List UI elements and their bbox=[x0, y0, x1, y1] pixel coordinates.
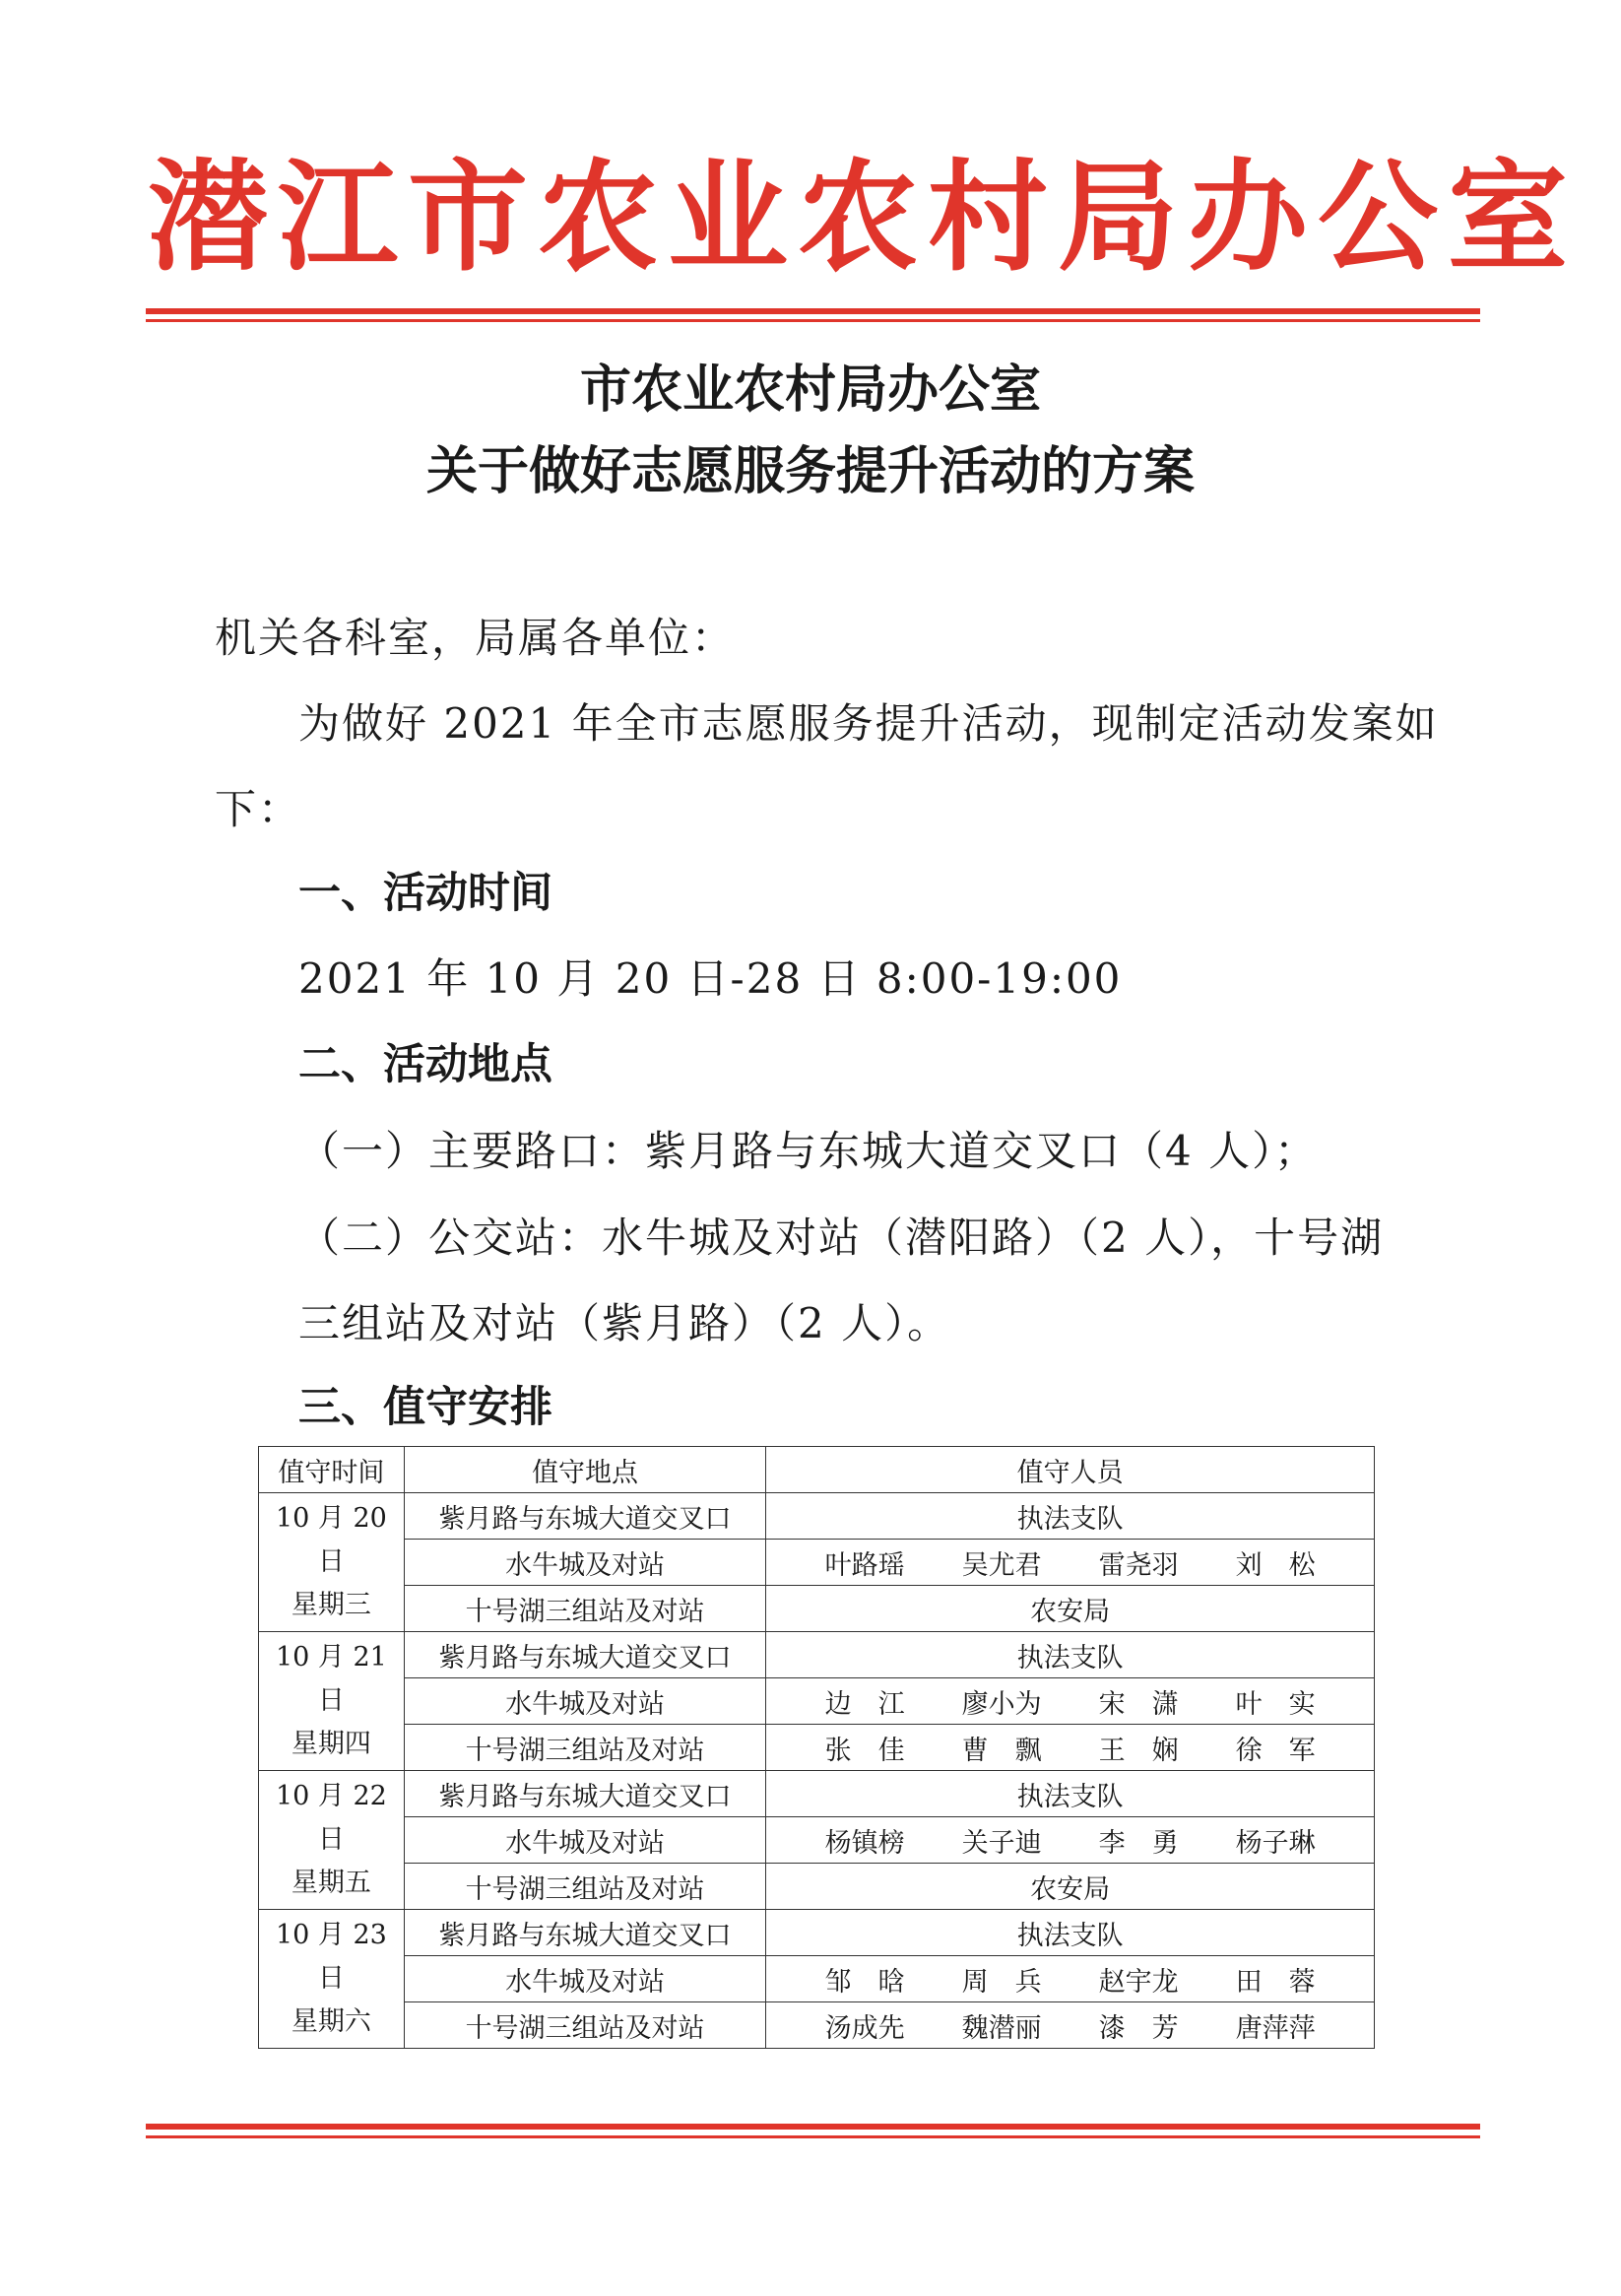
duty-staff bbox=[766, 1632, 1375, 1678]
duty-staff bbox=[766, 2002, 1375, 2049]
header-staff: 值守人员 bbox=[766, 1447, 1375, 1493]
staff-name: 赵宇龙 bbox=[1098, 1966, 1179, 1998]
duty-place: 紫月路与东城大道交叉口 bbox=[404, 1771, 765, 1817]
duty-date: 10 月 23 日 bbox=[275, 1920, 387, 1994]
duty-place: 紫月路与东城大道交叉口 bbox=[404, 1632, 765, 1678]
duty-place: 十号湖三组站及对站 bbox=[404, 2002, 765, 2049]
duty-weekday: 星期三 bbox=[291, 1590, 371, 1620]
staff-name-list bbox=[766, 1821, 1374, 1860]
table-row bbox=[259, 2002, 1375, 2049]
intro-line2: 下： bbox=[215, 785, 302, 833]
duty-staff bbox=[766, 1817, 1375, 1864]
staff-name-list bbox=[766, 1590, 1374, 1628]
duty-place: 水牛城及对站 bbox=[404, 1956, 765, 2002]
staff-name: 吴尤君 bbox=[961, 1549, 1042, 1581]
letterhead-rule-thick bbox=[146, 308, 1480, 314]
duty-staff bbox=[766, 1910, 1375, 1956]
footer-rule-thick bbox=[146, 2124, 1480, 2130]
table-row bbox=[259, 1725, 1375, 1771]
duty-staff bbox=[766, 1493, 1375, 1540]
staff-name: 执法支队 bbox=[1016, 1781, 1124, 1812]
staff-name-list bbox=[766, 1543, 1374, 1582]
staff-name: 曹 飘 bbox=[961, 1735, 1042, 1766]
staff-name: 雷尧羽 bbox=[1098, 1549, 1179, 1581]
staff-name: 农安局 bbox=[1030, 1596, 1111, 1627]
section2-item2-line2: 三组站及对站（紫月路）（2 人）。 bbox=[298, 1299, 951, 1347]
intro-line1: 为做好 2021 年全市志愿服务提升活动，现制定活动发案如 bbox=[298, 699, 1439, 748]
duty-staff bbox=[766, 1864, 1375, 1910]
staff-name: 叶路瑶 bbox=[824, 1549, 905, 1581]
duty-weekday: 星期五 bbox=[291, 1868, 371, 1898]
addressee: 机关各科室，局属各单位： bbox=[215, 614, 736, 662]
doc-title-line1: 市农业农村局办公室 bbox=[579, 361, 1041, 420]
duty-place: 水牛城及对站 bbox=[404, 1817, 765, 1864]
staff-name: 执法支队 bbox=[1016, 1642, 1124, 1673]
duty-date-cell bbox=[259, 1632, 405, 1771]
staff-name: 农安局 bbox=[1030, 1873, 1111, 1905]
table-row bbox=[259, 1493, 1375, 1540]
staff-name-list bbox=[766, 1682, 1374, 1721]
duty-date-cell bbox=[259, 1771, 405, 1910]
staff-name: 徐 军 bbox=[1235, 1735, 1316, 1766]
duty-place: 水牛城及对站 bbox=[404, 1540, 765, 1586]
staff-name-list bbox=[766, 1775, 1374, 1813]
duty-date-cell bbox=[259, 1910, 405, 2049]
table-row bbox=[259, 1586, 1375, 1632]
staff-name: 田 蓉 bbox=[1235, 1966, 1316, 1998]
duty-date: 10 月 22 日 bbox=[275, 1781, 387, 1855]
staff-name: 刘 松 bbox=[1235, 1549, 1316, 1581]
table-row bbox=[259, 1817, 1375, 1864]
duty-staff bbox=[766, 1678, 1375, 1725]
staff-name: 李 勇 bbox=[1098, 1827, 1179, 1859]
staff-name: 周 兵 bbox=[961, 1966, 1042, 1998]
section2-heading: 二、活动地点 bbox=[298, 1040, 552, 1089]
table-row bbox=[259, 1910, 1375, 1956]
table-row bbox=[259, 1632, 1375, 1678]
staff-name: 王 娴 bbox=[1098, 1735, 1179, 1766]
staff-name-list bbox=[766, 1636, 1374, 1674]
header-place: 值守地点 bbox=[404, 1447, 765, 1493]
letterhead-title: 潜江市农业农村局办公室 bbox=[148, 148, 1578, 288]
staff-name: 张 佳 bbox=[824, 1735, 905, 1766]
section2-item2-line1: （二）公交站：水牛城及对站（潜阳路）（2 人），十号湖 bbox=[298, 1214, 1385, 1262]
staff-name-list bbox=[766, 1729, 1374, 1767]
duty-staff bbox=[766, 1771, 1375, 1817]
footer-rule-thin bbox=[146, 2135, 1480, 2138]
duty-date: 10 月 21 日 bbox=[275, 1642, 387, 1716]
header-time: 值守时间 bbox=[259, 1447, 405, 1493]
staff-name-list bbox=[766, 1497, 1374, 1536]
staff-name: 宋 潇 bbox=[1098, 1688, 1179, 1720]
staff-name: 杨镇榜 bbox=[824, 1827, 905, 1859]
duty-staff bbox=[766, 1586, 1375, 1632]
staff-name-list bbox=[766, 1868, 1374, 1906]
table-body bbox=[259, 1493, 1375, 2049]
letterhead-rule-thin bbox=[146, 319, 1480, 322]
section1-heading: 一、活动时间 bbox=[298, 869, 552, 918]
staff-name: 边 江 bbox=[824, 1688, 905, 1720]
staff-name: 廖小为 bbox=[961, 1688, 1042, 1720]
duty-staff bbox=[766, 1956, 1375, 2002]
staff-name-list bbox=[766, 2006, 1374, 2045]
staff-name: 漆 芳 bbox=[1098, 2012, 1179, 2044]
staff-name: 叶 实 bbox=[1235, 1688, 1316, 1720]
duty-date-cell bbox=[259, 1493, 405, 1632]
duty-place: 十号湖三组站及对站 bbox=[404, 1864, 765, 1910]
duty-place: 水牛城及对站 bbox=[404, 1678, 765, 1725]
duty-place: 紫月路与东城大道交叉口 bbox=[404, 1493, 765, 1540]
staff-name: 邹 晗 bbox=[824, 1966, 905, 1998]
table-row bbox=[259, 1678, 1375, 1725]
staff-name: 执法支队 bbox=[1016, 1920, 1124, 1951]
table-row bbox=[259, 1771, 1375, 1817]
table-row bbox=[259, 1864, 1375, 1910]
duty-weekday: 星期六 bbox=[291, 2006, 371, 2037]
staff-name: 关子迪 bbox=[961, 1827, 1042, 1859]
duty-place: 十号湖三组站及对站 bbox=[404, 1725, 765, 1771]
duty-schedule-table bbox=[258, 1446, 1375, 2049]
table-row bbox=[259, 1540, 1375, 1586]
section2-item1: （一）主要路口：紫月路与东城大道交叉口（4 人）； bbox=[298, 1127, 1319, 1175]
duty-place: 十号湖三组站及对站 bbox=[404, 1586, 765, 1632]
staff-name: 魏潜丽 bbox=[961, 2012, 1042, 2044]
duty-weekday: 星期四 bbox=[291, 1729, 371, 1759]
section3-heading: 三、值守安排 bbox=[298, 1383, 552, 1432]
table-row bbox=[259, 1956, 1375, 2002]
duty-staff bbox=[766, 1725, 1375, 1771]
doc-title-line2: 关于做好志愿服务提升活动的方案 bbox=[425, 442, 1195, 501]
staff-name: 执法支队 bbox=[1016, 1503, 1124, 1535]
duty-place: 紫月路与东城大道交叉口 bbox=[404, 1910, 765, 1956]
section1-text: 2021 年 10 月 20 日-28 日 8:00-19:00 bbox=[298, 954, 1123, 1003]
table-header-row bbox=[259, 1447, 1375, 1493]
staff-name-list bbox=[766, 1914, 1374, 1952]
duty-date: 10 月 20 日 bbox=[275, 1503, 387, 1577]
duty-staff bbox=[766, 1540, 1375, 1586]
staff-name: 唐萍萍 bbox=[1235, 2012, 1316, 2044]
staff-name-list bbox=[766, 1960, 1374, 1999]
staff-name: 杨子琳 bbox=[1235, 1827, 1316, 1859]
staff-name: 汤成先 bbox=[824, 2012, 905, 2044]
